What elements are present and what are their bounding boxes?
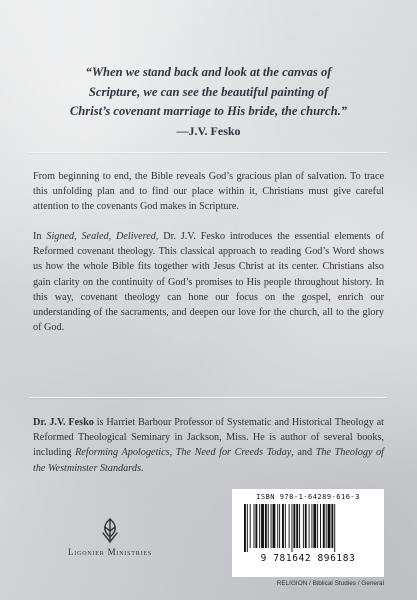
barcode-bar	[259, 504, 260, 548]
quote-line-1: “When we stand back and look at the canvas of	[85, 65, 332, 79]
barcode-bar	[305, 504, 307, 548]
barcode-bar	[255, 504, 257, 548]
barcode-bars	[244, 504, 372, 552]
isbn-number: ISBN 978-1-64289-616-3	[256, 493, 360, 501]
barcode-bar	[303, 504, 304, 548]
barcode-bar	[279, 504, 280, 548]
barcode-bar	[323, 504, 325, 548]
barcode-bar	[309, 504, 310, 548]
barcode-bar	[247, 504, 248, 552]
barcode-bar	[317, 504, 318, 548]
barcode-bar	[331, 504, 333, 548]
barcode-bar	[313, 504, 316, 548]
bio-book-2: The Need for Creeds Today	[175, 447, 292, 459]
divider-bottom	[30, 397, 387, 398]
barcode-bar	[326, 504, 327, 548]
author-name: Dr. J.V. Fesko	[33, 417, 94, 428]
bio-text: is Harriet Barbour Professor of Systematic and Historical Theology at Reformed Theological Seminary in Jackson, Miss. He is author of several books, including	[33, 417, 384, 459]
description-body: , Dr. J.V. Fesko introduces the essential elements of Reformed covenant theology. This classical approach to reading God’s Word shows us how the whole Bible fits together with Jesus Christ at its center. Christians also gain clarity on the continuity of God’s promises to His people throughout history. In this way, covenant theology can hone our focus on the gospel, enrich our understanding of the sacraments, and deepen our love for the church, all to the glory of God.	[33, 231, 384, 334]
publisher-block	[55, 516, 165, 557]
barcode-bar	[328, 504, 331, 548]
barcode-bar	[292, 504, 293, 552]
bio-end: .	[140, 462, 144, 474]
bio-separator-1: ,	[169, 447, 176, 459]
bio-book-3: The Theology of the Westminster Standards	[33, 447, 384, 474]
barcode-bar	[265, 504, 267, 548]
bio-book-1: Reforming Apologetics	[75, 447, 170, 459]
category-label: RELIGION / Biblical Studies / General	[276, 580, 384, 587]
bio-separator-2: , and	[291, 447, 316, 459]
divider-top	[30, 152, 387, 153]
description-paragraph	[33, 229, 384, 335]
barcode-digits: 9 781642 896183	[260, 553, 356, 564]
barcode-bar	[311, 504, 312, 548]
author-bio	[33, 415, 384, 476]
barcode-bar	[289, 504, 290, 548]
isbn-barcode	[232, 489, 384, 577]
barcode-bar	[273, 504, 276, 548]
barcode-bar	[285, 504, 286, 548]
barcode-bar	[244, 504, 246, 552]
barcode-bar	[293, 504, 295, 548]
barcode-bar	[268, 504, 269, 548]
barcode-bar	[277, 504, 278, 548]
intro-paragraph: From beginning to end, the Bible reveals God’s gracious plan of salvation. To trace this unfolding plan and to find our place within it, Christians must give careful attention to the covenants God makes in Scripture.	[33, 171, 384, 213]
ligonier-logo-icon	[99, 516, 121, 544]
barcode-bar	[250, 504, 251, 548]
quote-attribution: —J.V. Fesko	[176, 124, 241, 138]
pull-quote	[30, 63, 387, 122]
publisher-name: Ligonier Ministries	[68, 547, 152, 557]
barcode-bar	[299, 504, 300, 548]
barcode-bar	[271, 504, 272, 548]
barcode-bar	[254, 504, 255, 548]
barcode-bar	[296, 504, 298, 548]
book-title: Signed, Sealed, Delivered	[46, 231, 156, 242]
quote-line-3: Christ’s covenant marriage to His bride, the church.”	[69, 104, 348, 119]
description-lead: In	[33, 231, 47, 242]
barcode-bar	[334, 504, 335, 552]
barcode-bar	[282, 504, 284, 548]
barcode-bar	[261, 504, 264, 548]
quote-line-2: Scripture, we can see the beautiful painting of	[88, 84, 329, 99]
barcode-bar	[320, 504, 321, 548]
